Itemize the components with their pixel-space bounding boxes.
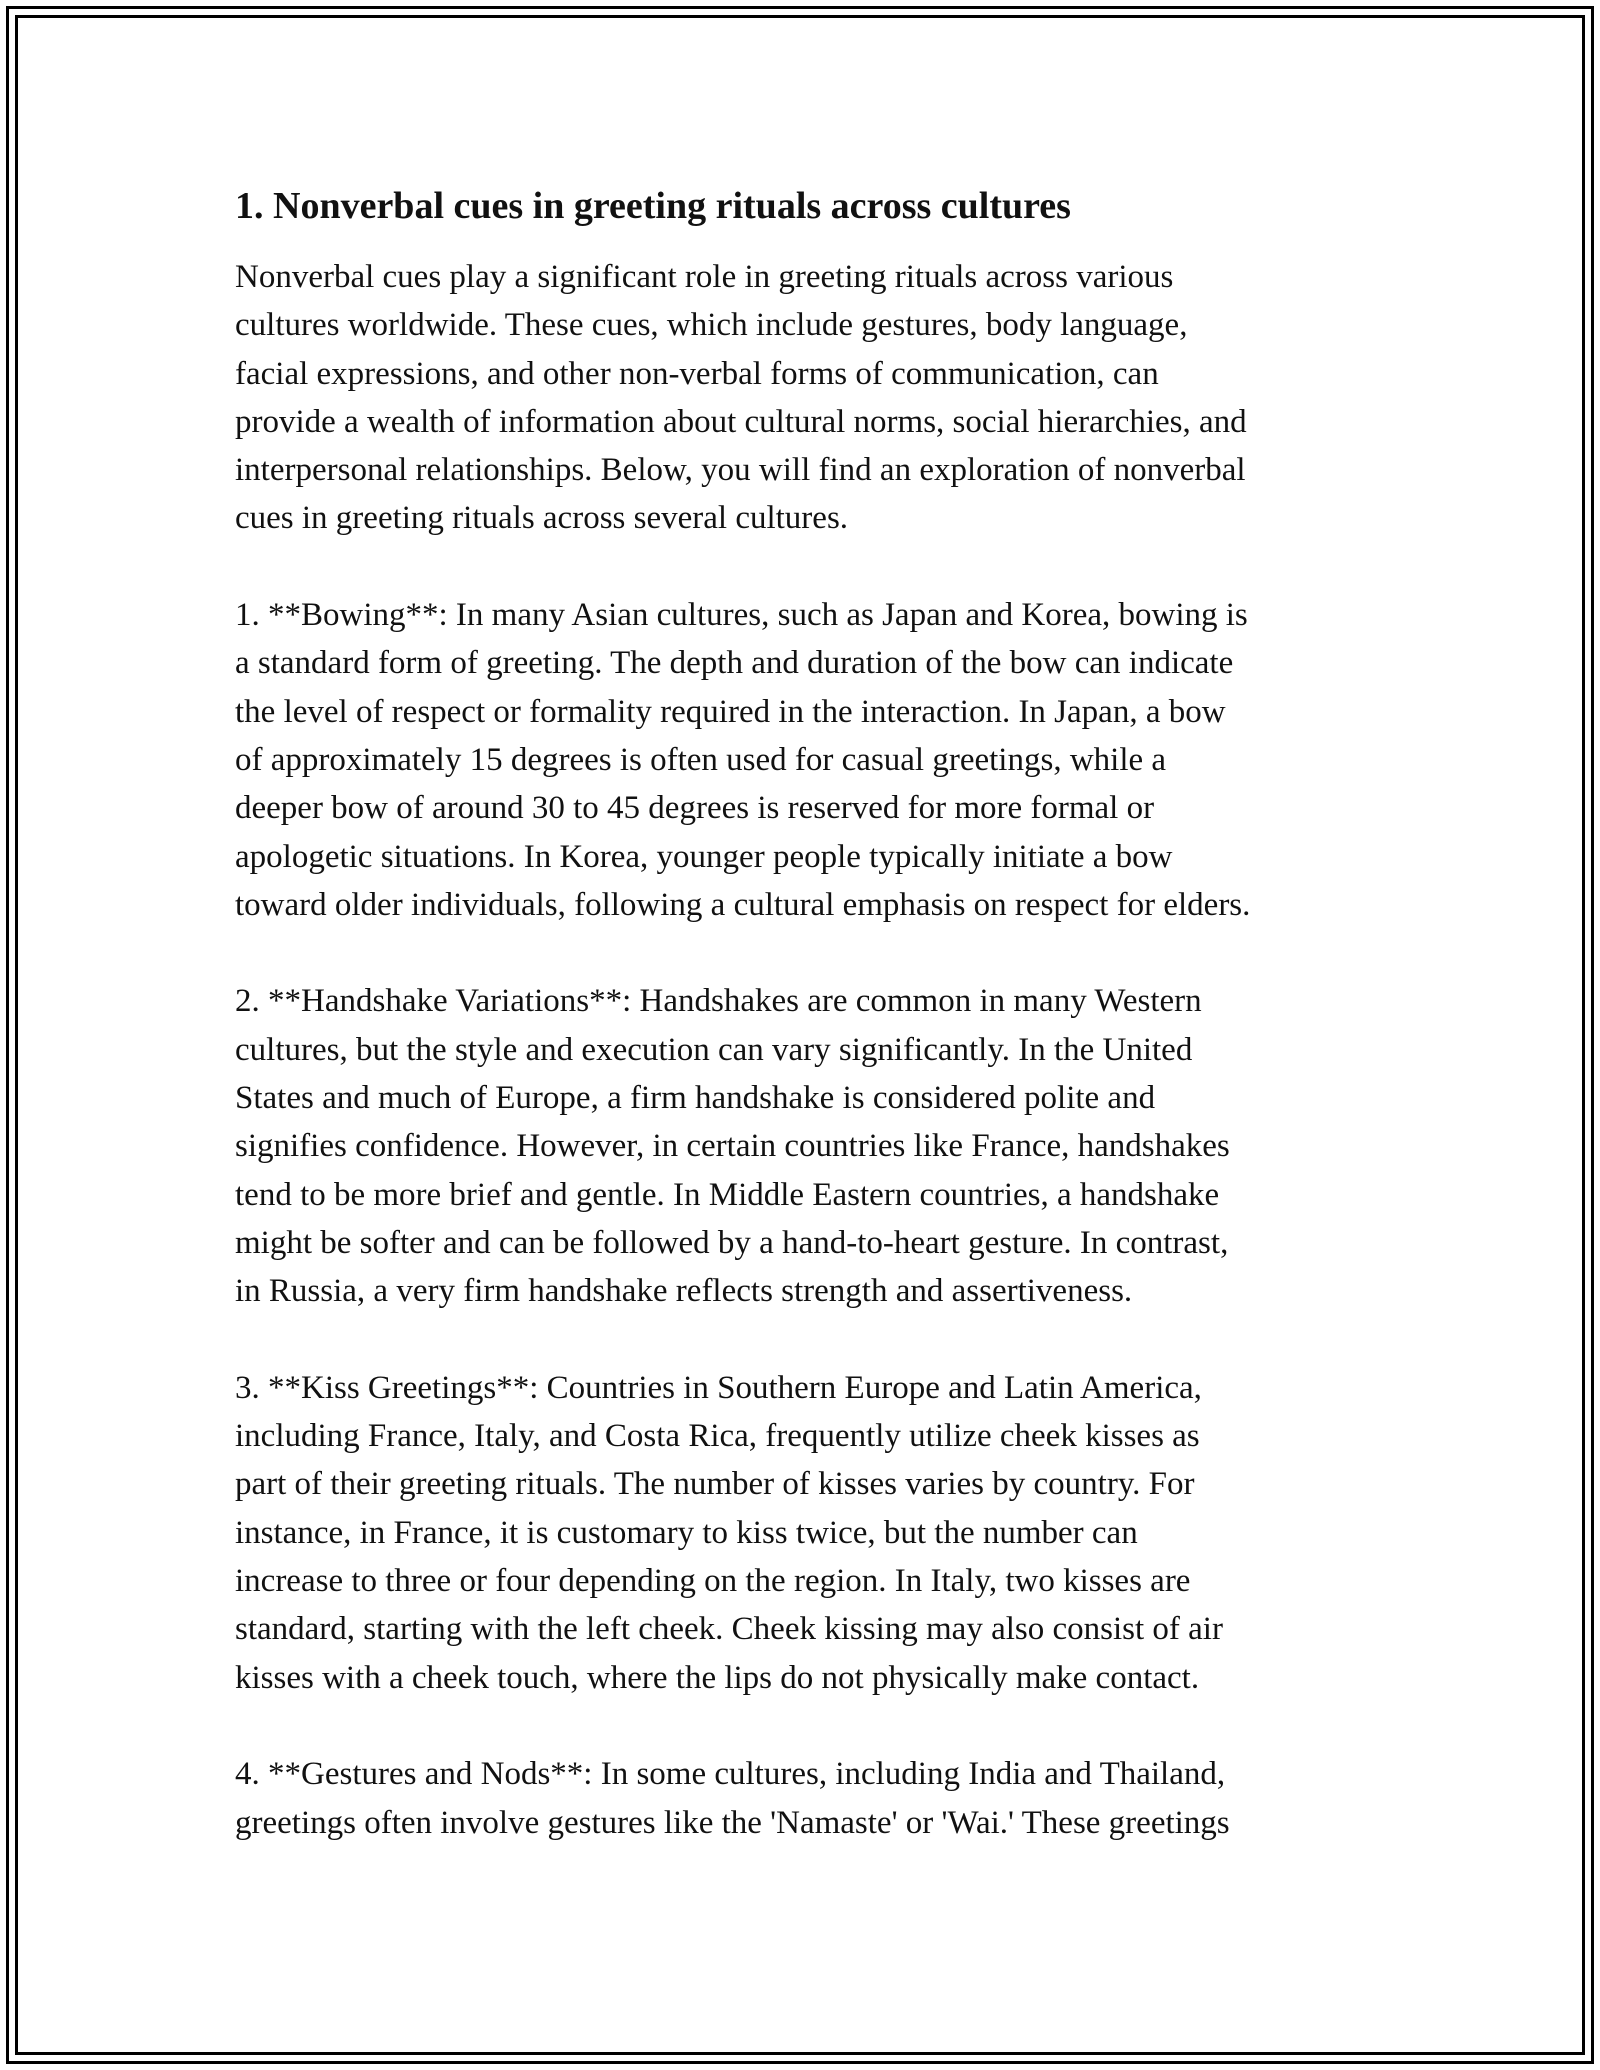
section-heading: 1. Nonverbal cues in greeting rituals across cultures — [235, 185, 1071, 227]
text-line: apologetic situations. In Korea, younger people typically initiate a bow — [235, 838, 1173, 875]
document-body — [235, 183, 1375, 1895]
text-line: Nonverbal cues play a significant role in greeting rituals across various — [235, 259, 1174, 295]
text-line: part of their greeting rituals. The number of kisses varies by country. For — [235, 1466, 1195, 1503]
text-line: might be softer and can be followed by a hand-to-heart gesture. In contrast, — [235, 1224, 1229, 1261]
text-line: greetings often involve gestures like the 'Namaste' or 'Wai.' These greetings — [235, 1804, 1230, 1841]
text-line: States and much of Europe, a firm handshake is considered polite and — [235, 1080, 1156, 1117]
text-line: cues in greeting rituals across several cultures. — [235, 500, 849, 537]
text-line: tend to be more brief and gentle. In Middle Eastern countries, a handshake — [235, 1176, 1220, 1213]
text-line: cultures worldwide. These cues, which include gestures, body language, — [235, 307, 1188, 344]
text-line: a standard form of greeting. The depth and duration of the bow can indicate — [235, 645, 1234, 682]
text-line: deeper bow of around 30 to 45 degrees is reserved for more formal or — [235, 790, 1155, 827]
text-line: in Russia, a very firm handshake reflects strength and assertiveness. — [235, 1273, 1133, 1310]
intro-paragraph — [235, 253, 1375, 543]
kiss-greetings-paragraph — [235, 1364, 1375, 1702]
text-line: of approximately 15 degrees is often used for casual greetings, while a — [235, 741, 1167, 778]
text-line: 1. **Bowing**: In many Asian cultures, such as Japan and Korea, bowing is — [235, 597, 1248, 634]
bowing-paragraph — [235, 591, 1375, 929]
text-line: 3. **Kiss Greetings**: Countries in Southern Europe and Latin America, — [235, 1369, 1202, 1406]
text-line: instance, in France, it is customary to kiss twice, but the number can — [235, 1514, 1138, 1551]
text-line: toward older individuals, following a cultural emphasis on respect for elders. — [235, 886, 1251, 923]
text-line: including France, Italy, and Costa Rica, frequently utilize cheek kisses as — [235, 1418, 1200, 1455]
text-line: interpersonal relationships. Below, you will find an exploration of nonverbal — [235, 452, 1246, 489]
text-line: standard, starting with the left cheek. Cheek kissing may also consist of air — [235, 1611, 1223, 1648]
text-line: kisses with a cheek touch, where the lips do not physically make contact. — [235, 1659, 1200, 1696]
text-line: the level of respect or formality required in the interaction. In Japan, a bow — [235, 693, 1226, 730]
text-line: 4. **Gestures and Nods**: In some cultures, including India and Thailand, — [235, 1756, 1226, 1793]
text-line: signifies confidence. However, in certain countries like France, handshakes — [235, 1128, 1230, 1165]
handshake-paragraph — [235, 977, 1375, 1315]
text-line: increase to three or four depending on the region. In Italy, two kisses are — [235, 1563, 1191, 1600]
text-line: provide a wealth of information about cultural norms, social hierarchies, and — [235, 403, 1247, 440]
text-line: cultures, but the style and execution can vary significantly. In the United — [235, 1031, 1193, 1068]
text-line: 2. **Handshake Variations**: Handshakes are common in many Western — [235, 983, 1202, 1020]
gestures-paragraph — [235, 1750, 1375, 1847]
text-line: facial expressions, and other non-verbal forms of communication, can — [235, 355, 1159, 392]
